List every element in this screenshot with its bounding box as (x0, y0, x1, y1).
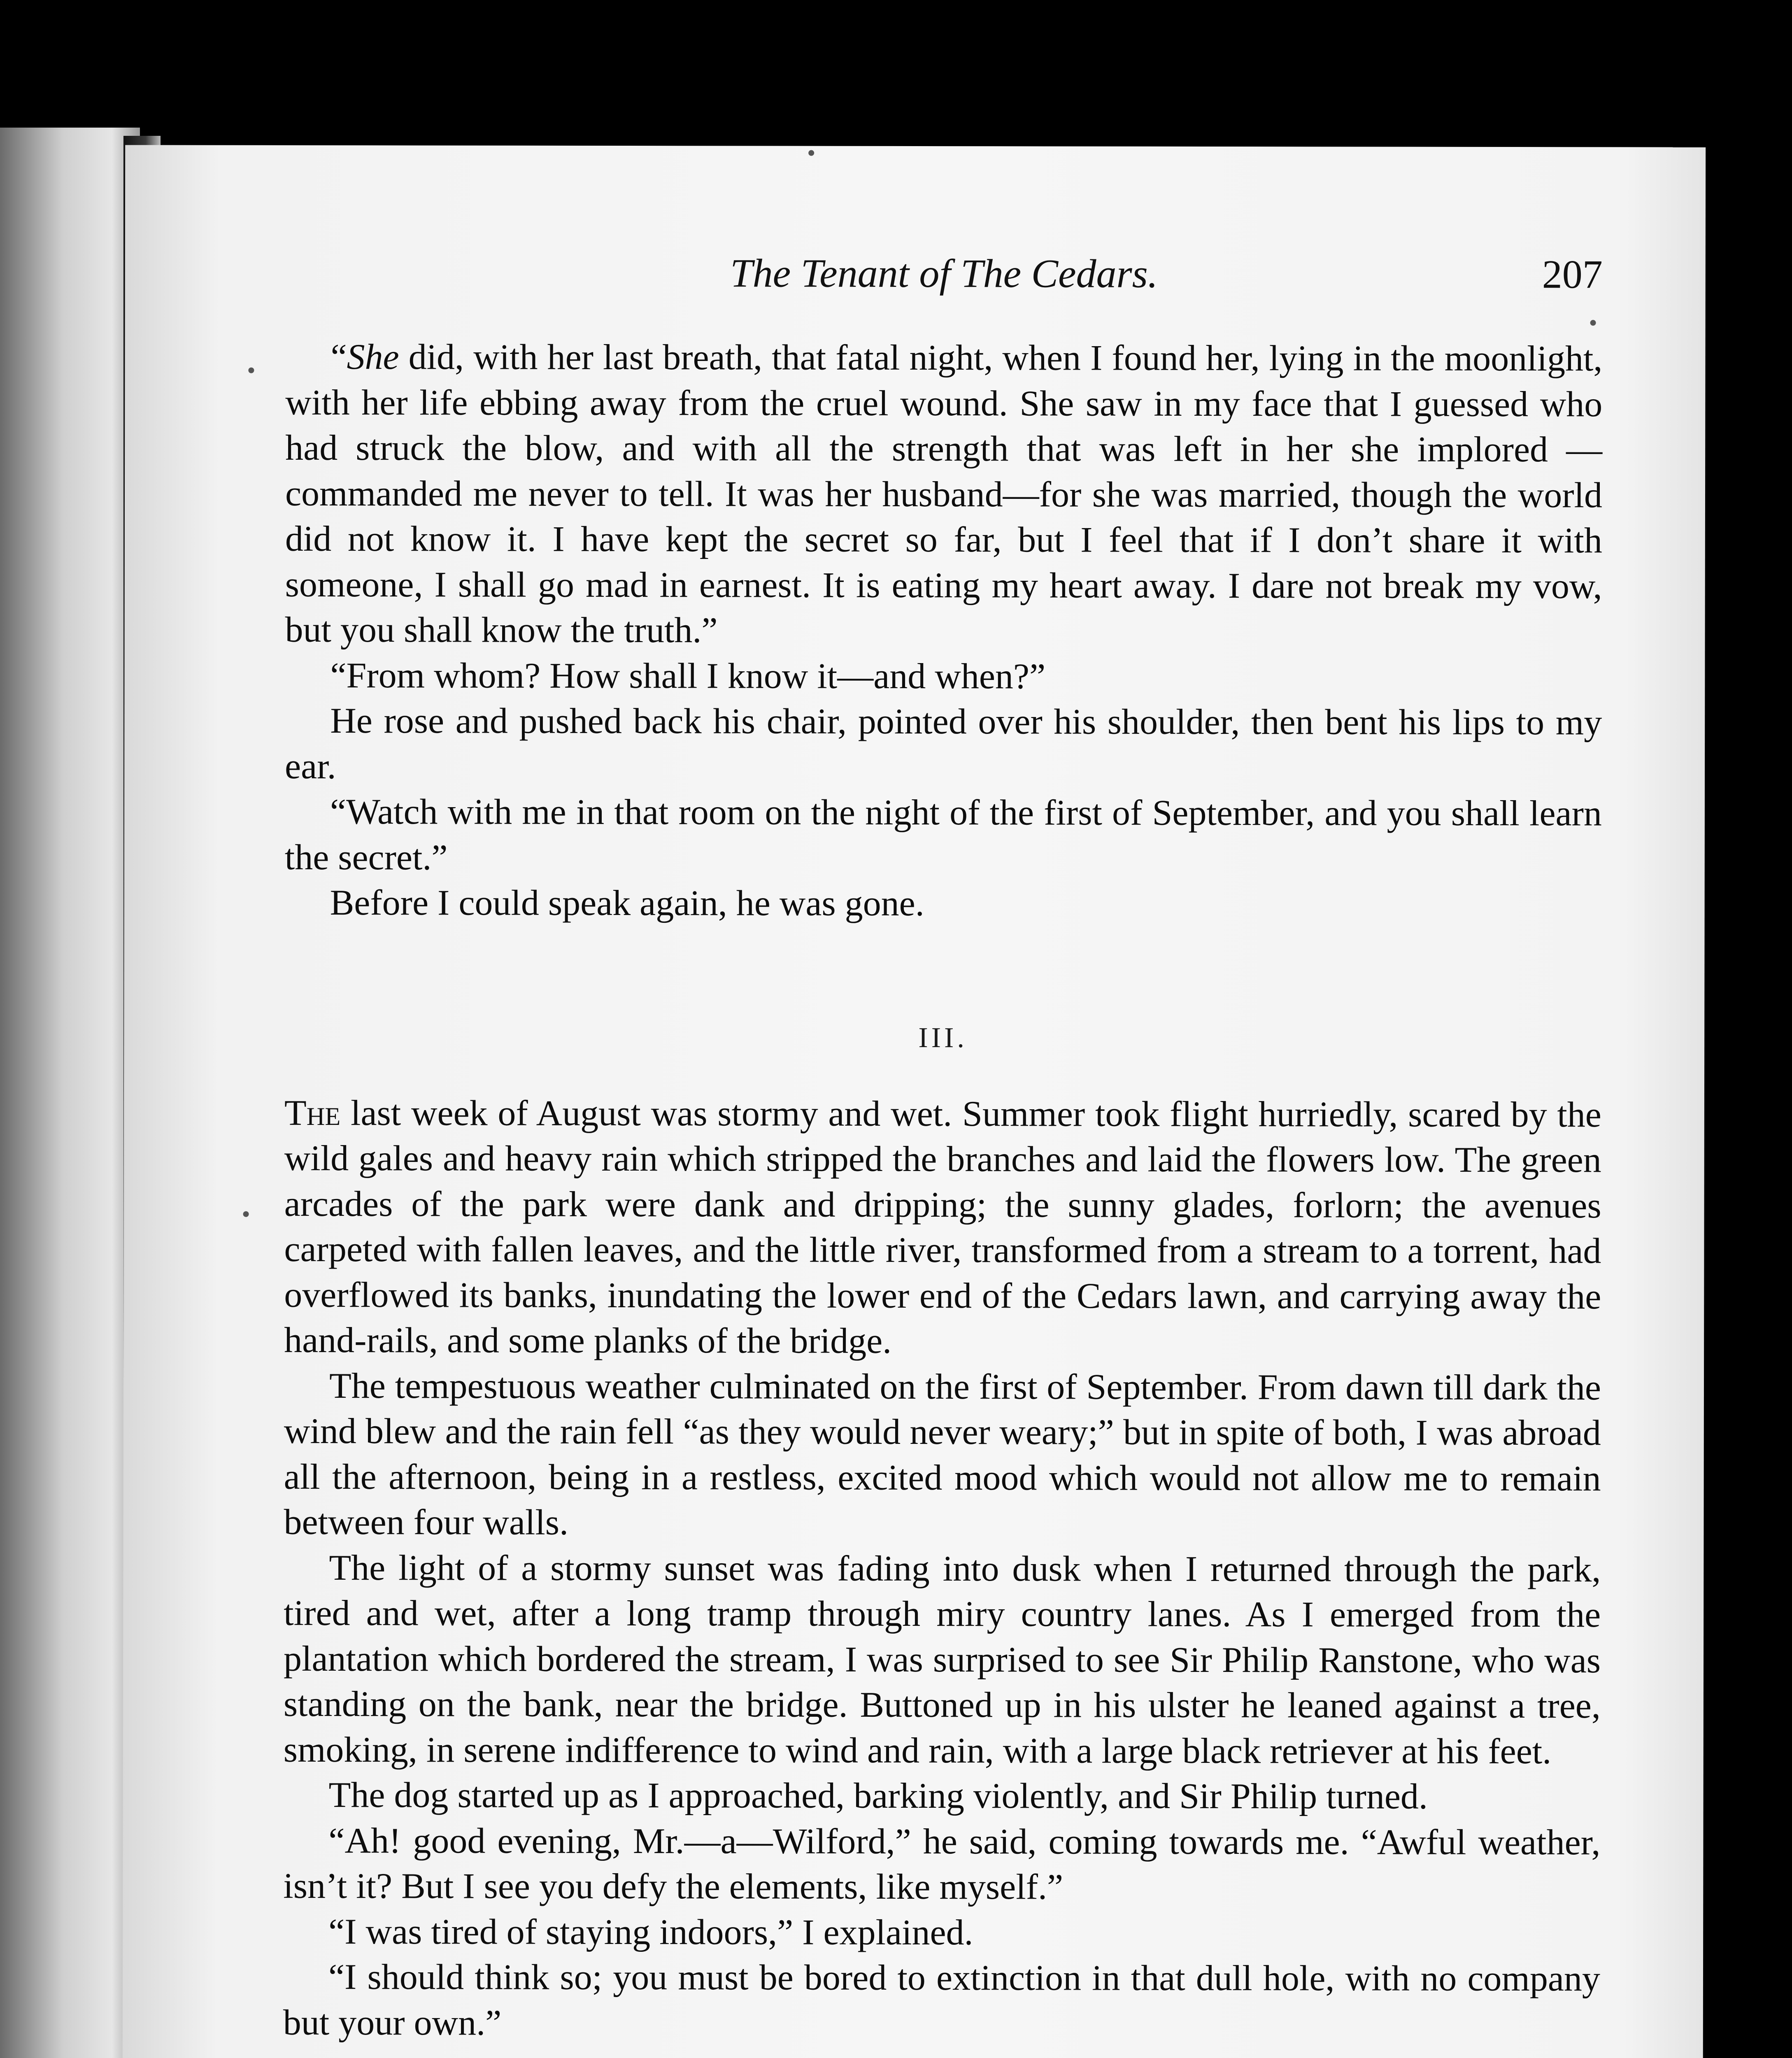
running-header (286, 246, 1603, 322)
paragraph: “I should think so; you must be bored to extinction in that dull hole, with no company but your own.” (283, 1957, 1601, 2043)
paragraph: The tempestuous weather culminated on the first of September. From dawn till dark the wind blew and the rain fell “as they would never weary;” but in spite of both, I was abroad all the afternoon, being in a restless, excited mood which would not allow me to remain between four walls. (284, 1366, 1601, 1543)
paragraph: “From whom? How shall I know it—and when?” (330, 655, 1046, 696)
paragraph: “Watch with me in that room on the night of the first of September, and you shall learn the secret.” (284, 792, 1602, 878)
page-number: 207 (1542, 252, 1603, 297)
paragraph: “I was tired of staying indoors,” I explained. (328, 1911, 973, 1953)
paragraph: “Ah! good evening, Mr.—a—Wilford,” he said, coming towards me. “Awful weather, isn’t it? But I see you defy the elements, like myself.” (283, 1821, 1601, 1907)
facing-page-edge (0, 128, 140, 2058)
open-quote: “ (330, 337, 347, 377)
lead-word: The (284, 1093, 341, 1133)
ink-speck (808, 150, 814, 156)
paragraph: He rose and pushed back his chair, pointed over his shoulder, then bent his lips to my ear. (285, 701, 1602, 787)
paragraph (285, 335, 1602, 655)
paragraph (284, 1090, 1601, 1365)
paragraph: Before I could speak again, he was gone. (330, 883, 924, 924)
emphasis: She (347, 337, 399, 377)
paragraph: The light of a stormy sunset was fading into dusk when I returned through the park, tired and wet, after a long tramp through miry country lanes. As I emerged from the plantation which bordered the stream, I was surprised to see Sir Philip Ranstone, who was standing on the bank, near the bridge. Buttoned up in his ulster he leaned against a tree, smoking, in serene indifference to wind and rain, with a large black retriever at his feet. (283, 1548, 1601, 1772)
paragraph-text: last week of August was stormy and wet. Summer took flight hurriedly, scared by the wild gales and heavy rain which stripped the branches and laid the flowers low. The green arcades of the park were dank and dripping; the sunny glades, forlorn; the avenues carpeted with fallen leaves, and the little river, transformed from a stream to a torrent, had overflowed its banks, inundating the lower end of the Cedars lawn, and carrying away the hand-rails, and some planks of the bridge. (284, 1093, 1601, 1361)
paragraph: The dog started up as I approached, barking violently, and Sir Philip turned. (328, 1775, 1428, 1817)
book-page (122, 145, 1706, 2058)
paragraph-text: did, with her last breath, that fatal night, when I found her, lying in the moonlight, with her life ebbing away from the cruel wound. She saw in my face that I guessed who had struck the blow, and with all the strength that was left in her she implored —commanded me never to tell. It was her husband—for she was married, though the world did not know it. I have kept the secret so far, but I feel that if I don’t share it with someone, I shall go mad in earnest. It is eating my heart away. I dare not break my vow, but you shall know the truth.” (285, 337, 1603, 651)
running-title: The Tenant of The Cedars. (730, 251, 1158, 296)
section-heading: III. (918, 1022, 968, 1054)
ink-speck (243, 1211, 249, 1217)
ink-speck (248, 368, 254, 373)
body-text (283, 335, 1603, 2047)
